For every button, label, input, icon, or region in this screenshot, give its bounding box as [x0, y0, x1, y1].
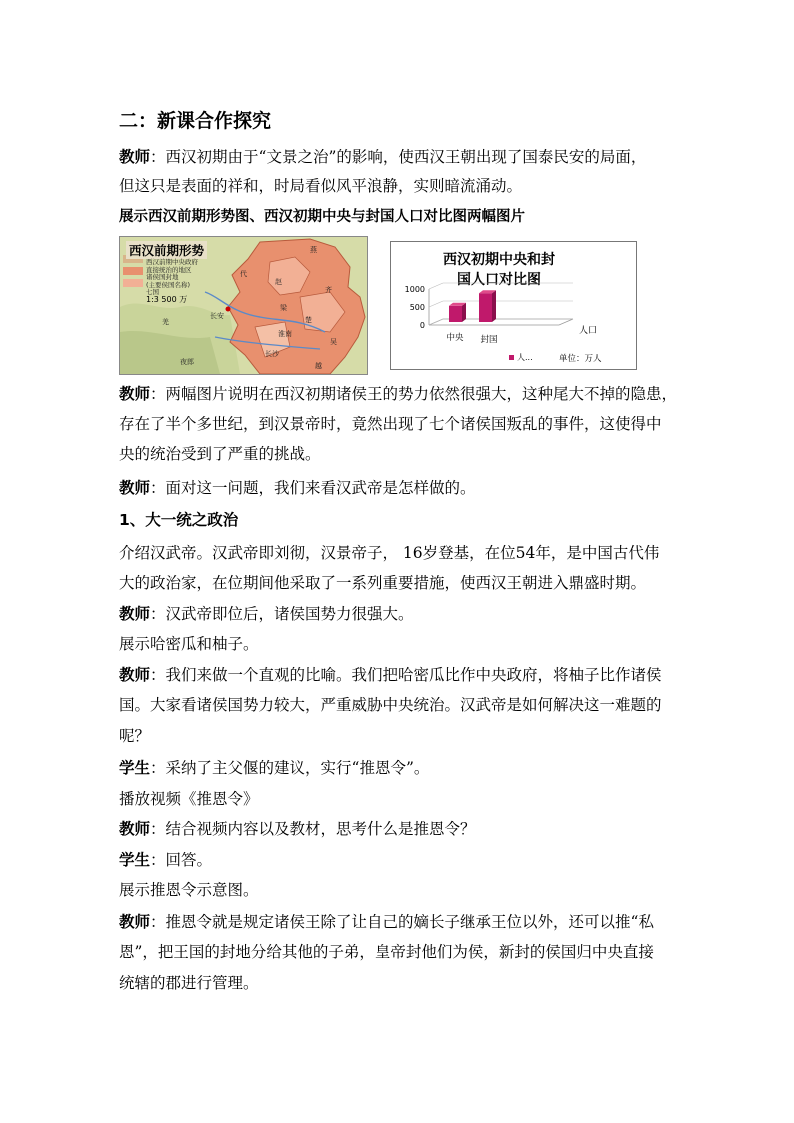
chart-legend-swatch	[509, 355, 514, 360]
paragraph-tuienling-line-2: 恩”，把王国的封地分给其他的子弟，皇帝封他们为侯，新封的侯国归中央直接	[119, 943, 654, 961]
map-title: 西汉前期形势	[126, 241, 207, 259]
map-place-label: 淮南	[278, 330, 292, 338]
section-heading: 二：新课合作探究	[119, 110, 272, 132]
paragraph-show-fruit: 展示哈密瓜和柚子。	[119, 635, 259, 653]
figure-row	[119, 236, 679, 376]
chart-gridline	[429, 283, 443, 289]
paragraph-teacher-note	[119, 604, 679, 624]
paragraph-show-diagram: 展示推恩令示意图。	[119, 881, 259, 899]
figure-caption: 展示西汉前期形势图、西汉初期中央与封国人口对比图两幅图片	[119, 208, 525, 225]
paragraph-wudi-line-2: 大的政治家，在位期间他采取了一系列重要措施，使西汉王朝进入鼎盛时期。	[119, 574, 647, 592]
chart-bar	[449, 306, 462, 322]
speaker-label: 教师	[119, 665, 151, 684]
chart-title-line-2: 国人口对比图	[457, 272, 541, 288]
chart-legend-label: 人...	[517, 353, 533, 362]
chart-svg	[391, 242, 636, 369]
map-place-label: 齐	[325, 286, 332, 294]
paragraph-metaphor-line-1	[119, 665, 679, 685]
paragraph-tuienling-line-3: 统辖的郡进行管理。	[119, 974, 259, 992]
paragraph-text: ：我们来做一个直观的比喻。我们把哈密瓜比作中央政府，将柚子比作诸侯	[150, 666, 662, 684]
paragraph-student-answer	[119, 758, 679, 778]
map-figure	[119, 236, 368, 375]
paragraph-text: ：结合视频内容以及教材，思考什么是推恩令？	[150, 820, 476, 838]
speaker-label: 学生	[119, 758, 151, 777]
paragraph-metaphor-line-2: 国。大家看诸侯国势力较大，严重威胁中央统治。汉武帝是如何解决这一难题的	[119, 696, 662, 714]
subsection-heading: 1、大一统之政治	[119, 511, 239, 529]
map-place-label: 代	[240, 270, 247, 278]
paragraph-video: 播放视频《推恩令》	[119, 790, 259, 808]
paragraph-metaphor-line-3: 呢？	[119, 727, 151, 745]
paragraph-text: ：采纳了主父偃的建议，实行“推恩令”。	[150, 759, 430, 777]
map-place-label: 长沙	[265, 350, 279, 358]
paragraph-tuienling-line-1	[119, 912, 679, 932]
paragraph-text: ：面对这一问题，我们来看汉武帝是怎样做的。	[150, 479, 476, 497]
paragraph-question	[119, 478, 679, 498]
chart-depth-label: 人口	[579, 326, 598, 336]
chart-tick-label: 1000	[404, 285, 425, 294]
chart-category-label: 封国	[480, 335, 498, 345]
chart-title-line-1: 西汉初期中央和封	[443, 252, 555, 268]
speaker-label: 教师	[119, 912, 151, 931]
paragraph-text: ：西汉初期由于“文景之治”的影响，使西汉王朝出现了国泰民安的局面，	[150, 148, 647, 166]
map-place-label: 越	[315, 362, 322, 370]
chart-unit-label: 单位：万人	[559, 354, 602, 364]
chart-gridline	[429, 319, 443, 325]
map-place-label: 燕	[310, 246, 317, 254]
map-place-label: 长安	[210, 312, 224, 320]
paragraph-text: ：两幅图片说明在西汉初期诸侯王的势力依然很强大，这种尾大不掉的隐患，	[150, 385, 678, 403]
chart-bar	[479, 293, 492, 322]
speaker-label: 教师	[119, 147, 151, 166]
paragraph-analysis-line-3: 央的统治受到了严重的挑战。	[119, 445, 321, 463]
speaker-label: 教师	[119, 384, 151, 403]
chart-bar-side	[462, 303, 466, 322]
map-place-label: 赵	[275, 278, 282, 286]
paragraph-text: ：推恩令就是规定诸侯王除了让自己的嫡长子继承王位以外，还可以推“私	[150, 913, 654, 931]
paragraph-analysis-line-1	[119, 384, 679, 404]
paragraph-analysis-line-2: 存在了半个多世纪，到汉景帝时，竟然出现了七个诸侯国叛乱的事件，这使得中	[119, 415, 662, 433]
map-place-label: 楚	[305, 316, 312, 324]
speaker-label: 学生	[119, 850, 151, 869]
speaker-label: 教师	[119, 604, 151, 623]
paragraph-intro-line-2: 但这只是表面的祥和，时局看似风平浪静，实则暗流涌动。	[119, 177, 523, 195]
paragraph-think	[119, 819, 679, 839]
paragraph-student-reply	[119, 850, 679, 870]
paragraph-intro-line-1	[119, 147, 679, 167]
population-chart	[390, 241, 637, 370]
paragraph-text: ：回答。	[150, 851, 213, 869]
chart-category-label: 中央	[446, 333, 464, 343]
paragraph-text: ：汉武帝即位后，诸侯国势力很强大。	[150, 605, 414, 623]
chart-tick-label: 0	[419, 321, 425, 330]
chart-tick-label: 500	[409, 303, 425, 312]
map-place-label: 吴	[330, 338, 337, 346]
map-scale: 1:3 500 万	[146, 295, 188, 304]
chart-gridline	[429, 301, 443, 307]
chart-bar-side	[492, 290, 496, 322]
speaker-label: 教师	[119, 478, 151, 497]
map-place-label: 夜郎	[180, 358, 194, 366]
paragraph-wudi-line-1: 介绍汉武帝。汉武帝即刘彻，汉景帝子， 16岁登基，在位54年，是中国古代伟	[119, 544, 660, 562]
map-legend: 西汉前期中央政府 直接统治的地区 诸侯国封地 (主要侯国名称) 七国	[146, 258, 198, 296]
map-place-label: 梁	[280, 304, 287, 312]
map-place-label: 羌	[162, 318, 169, 326]
speaker-label: 教师	[119, 819, 151, 838]
